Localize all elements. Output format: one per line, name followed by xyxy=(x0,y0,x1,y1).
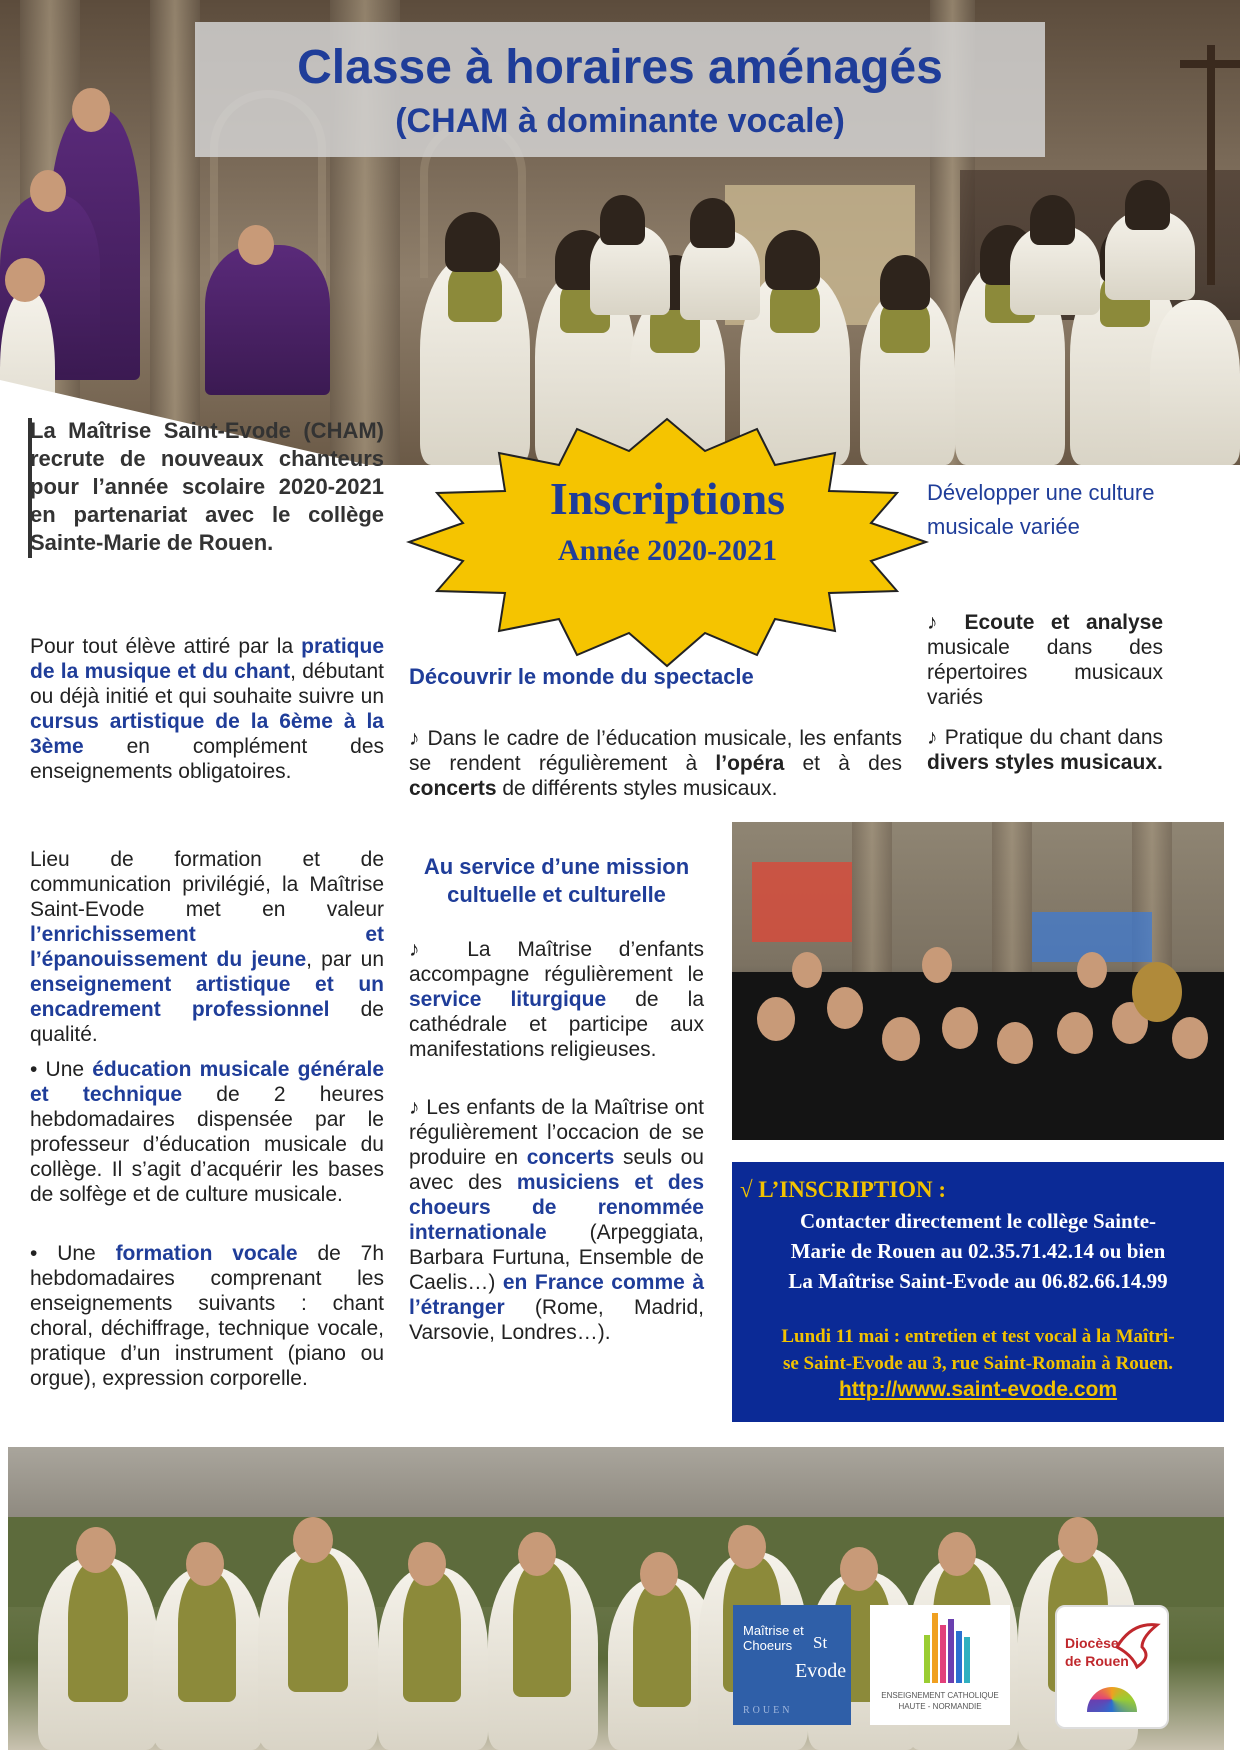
spectacle-paragraph xyxy=(409,726,902,801)
choir-group-photo xyxy=(8,1447,1224,1750)
logo-text: Choeurs xyxy=(743,1638,793,1653)
highlight-span: l’enrichissement et l’épanouissement du jeune xyxy=(30,923,384,971)
page-title: Classe à horaires aménagés xyxy=(297,41,943,94)
text-span: (Rome, Madrid, Varsovie, Londres…). xyxy=(409,1296,704,1344)
inscription-line-5: se Saint-Evode au 3, rue Saint-Romain à Rouen. xyxy=(782,1353,1174,1374)
text-span: Lieu de formation et de communication privilégié, la Maîtrise Saint-Evode met en valeur xyxy=(30,848,384,921)
highlight-span: musiciens et des choeurs de renommée internationale xyxy=(409,1171,704,1244)
text-span: de 2 heures hebdomadaires dispensée par le professeur d’éducation musicale du collège. Il s’agit d’acquérir les bases de solfège et de culture musicale. xyxy=(30,1083,384,1206)
left-paragraph-4 xyxy=(30,1241,384,1391)
bold-span: divers styles musicaux. xyxy=(927,751,1163,774)
highlight-span: formation vocale xyxy=(115,1242,298,1265)
logo-text: Diocèse xyxy=(1065,1635,1119,1651)
highlight-span: pratique de la musique et du chant xyxy=(30,635,384,683)
dove-icon xyxy=(1112,1617,1162,1677)
title-banner xyxy=(195,22,1045,157)
text-span: , débutant ou déjà initié et qui souhaite suivre un xyxy=(30,660,384,708)
logo-text: ENSEIGNEMENT CATHOLIQUE xyxy=(881,1691,999,1700)
text-span: de la cathédrale et participe aux manifestations religieuses. xyxy=(409,988,704,1061)
text-span: en complément des enseignements obligatoires. xyxy=(30,735,384,783)
left-paragraph-2 xyxy=(30,847,384,1047)
text-span: musicale dans des répertoires musicaux variés xyxy=(927,636,1163,709)
text-span: de 7h hebdomadaires comprenant les enseignements suivants : chant choral, déchiffrage, technique vocale, pratique d’un instrument (piano ou orgue), expression corporelle. xyxy=(30,1242,385,1390)
text-span: ♪ Pratique du chant dans xyxy=(927,726,1163,749)
intro-paragraph: La Maîtrise Saint-Evode (CHAM) recrute de nouveaux chanteurs pour l’année scolaire 2020-2021 en partenariat avec le collège Sainte-Marie de Rouen. xyxy=(30,418,384,555)
culture-paragraph-1 xyxy=(927,610,1163,710)
text-span: et à des xyxy=(784,752,902,775)
inscriptions-year: Année 2020-2021 xyxy=(557,534,778,567)
logo-text: Evode xyxy=(795,1660,847,1682)
highlight-span: service liturgique xyxy=(409,988,607,1011)
highlight-span: enseignement artistique et un encadrement professionnel xyxy=(30,973,384,1021)
logo-text: ROUEN xyxy=(743,1705,793,1716)
inscription-title: √ L’INSCRIPTION : xyxy=(740,1177,947,1202)
bold-span: l’opéra xyxy=(715,752,785,775)
text-span: de qualité. xyxy=(30,998,384,1046)
text-span: • Une xyxy=(30,1242,116,1265)
bold-span: concerts xyxy=(409,777,497,800)
maitrise-logo xyxy=(733,1605,851,1725)
logo-text: HAUTE - NORMANDIE xyxy=(898,1702,982,1711)
left-paragraph-3 xyxy=(30,1057,384,1207)
mission-heading: Au service d’une mission cultuelle et culturelle xyxy=(423,854,690,907)
text-span: (Arpeggiata, Barbara Furtuna, Ensemble de Caelis…) xyxy=(409,1221,704,1294)
inscription-line-1: Contacter directement le collège Sainte- xyxy=(799,1209,1157,1233)
text-span: , par un xyxy=(306,948,384,971)
bold-span: ♪ Ecoute et analyse xyxy=(927,611,1163,634)
spectacle-heading: Découvrir le monde du spectacle xyxy=(409,664,754,689)
inscription-line-3: La Maîtrise Saint-Evode au 06.82.66.14.99 xyxy=(788,1269,1168,1293)
logo-text: de Rouen xyxy=(1065,1653,1129,1669)
highlight-span: en France comme à l’étranger xyxy=(409,1271,704,1319)
inscription-box xyxy=(732,1162,1224,1422)
website-link[interactable]: http://www.saint-evode.com xyxy=(838,1378,1118,1401)
mission-paragraph-1 xyxy=(409,937,704,1062)
inscription-line-4: Lundi 11 mai : entretien et test vocal à la Maîtri- xyxy=(781,1326,1175,1347)
logo-text: Maîtrise et xyxy=(743,1623,804,1638)
concert-photo xyxy=(732,822,1224,1140)
highlight-span: éducation musicale générale et technique xyxy=(30,1058,384,1106)
left-paragraph-1 xyxy=(30,634,384,784)
culture-heading: Développer une culture musicale variée xyxy=(927,480,1155,539)
culture-paragraph-2 xyxy=(927,725,1163,775)
inscriptions-title: Inscriptions xyxy=(549,473,786,524)
highlight-span: cursus artistique de la 6ème à la 3ème xyxy=(30,710,384,758)
mission-paragraph-2 xyxy=(409,1095,704,1345)
text-span: ♪ La Maîtrise d’enfants accompagne régulièrement le xyxy=(409,938,704,986)
enseignement-catholique-logo xyxy=(870,1605,1010,1725)
logo-text: St xyxy=(813,1633,828,1652)
text-span: • Une xyxy=(30,1058,93,1081)
text-span: ♪ Dans le cadre de l’éducation musicale, les enfants se rendent régulièrement à xyxy=(409,727,902,775)
text-span: seuls ou avec des xyxy=(409,1146,704,1194)
highlight-span: concerts xyxy=(526,1146,615,1169)
text-span: de différents styles musicaux. xyxy=(496,777,778,800)
inscription-line-2: Marie de Rouen au 02.35.71.42.14 ou bien xyxy=(790,1239,1166,1263)
text-span: Pour tout élève attiré par la xyxy=(30,635,302,658)
diocese-logo xyxy=(1055,1605,1169,1729)
page-subtitle: (CHAM à dominante vocale) xyxy=(395,102,845,140)
text-span: ♪ Les enfants de la Maîtrise ont régulièrement l’occacion de se produire en xyxy=(409,1096,704,1169)
